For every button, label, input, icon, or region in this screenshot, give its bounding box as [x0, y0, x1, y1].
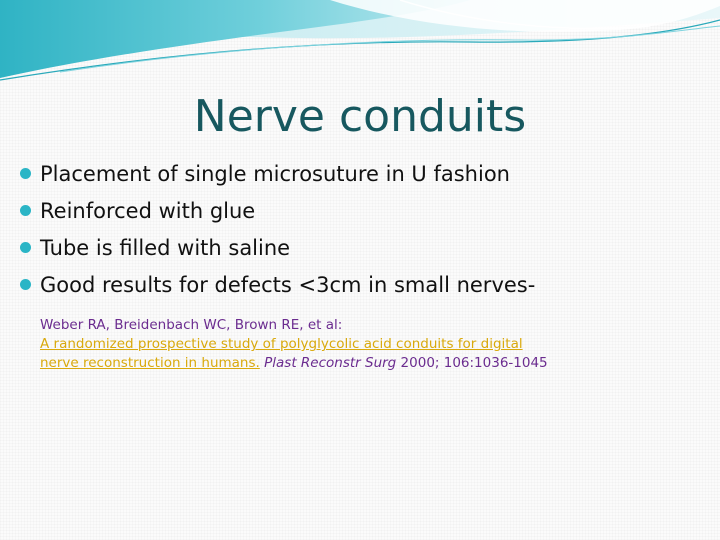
citation-line-3	[40, 354, 710, 373]
citation-link-part-2[interactable]: nerve reconstruction in humans.	[40, 355, 260, 371]
citation-details: 2000; 106:1036-1045	[400, 355, 548, 371]
bullet-dot-icon	[20, 242, 31, 253]
bullet-item-1	[20, 156, 710, 193]
bullet-list	[20, 156, 710, 304]
citation-authors: Weber RA, Breidenbach WC, Brown RE, et al:	[40, 317, 343, 333]
bullet-item-3	[20, 230, 710, 267]
bullet-dot-icon	[20, 279, 31, 290]
bullet-dot-icon	[20, 168, 31, 179]
citation-journal: Plast Reconstr Surg	[264, 355, 397, 371]
slide-title: Nerve conduits	[193, 91, 527, 142]
bullet-item-2	[20, 193, 710, 230]
header-wave-decoration	[0, 0, 720, 90]
bullet-text: Placement of single microsuture in U fashion	[40, 162, 510, 186]
bullet-item-4	[20, 267, 710, 304]
citation-link-part-1[interactable]: A randomized prospective study of polyglycolic acid conduits for digital	[40, 336, 523, 352]
citation	[40, 316, 710, 373]
bullet-dot-icon	[20, 205, 31, 216]
bullet-text: Reinforced with glue	[40, 199, 256, 223]
citation-line-2	[40, 335, 710, 354]
bullet-text: Good results for defects <3cm in small nerves-	[40, 273, 536, 297]
bullet-text: Tube is filled with saline	[40, 236, 291, 260]
